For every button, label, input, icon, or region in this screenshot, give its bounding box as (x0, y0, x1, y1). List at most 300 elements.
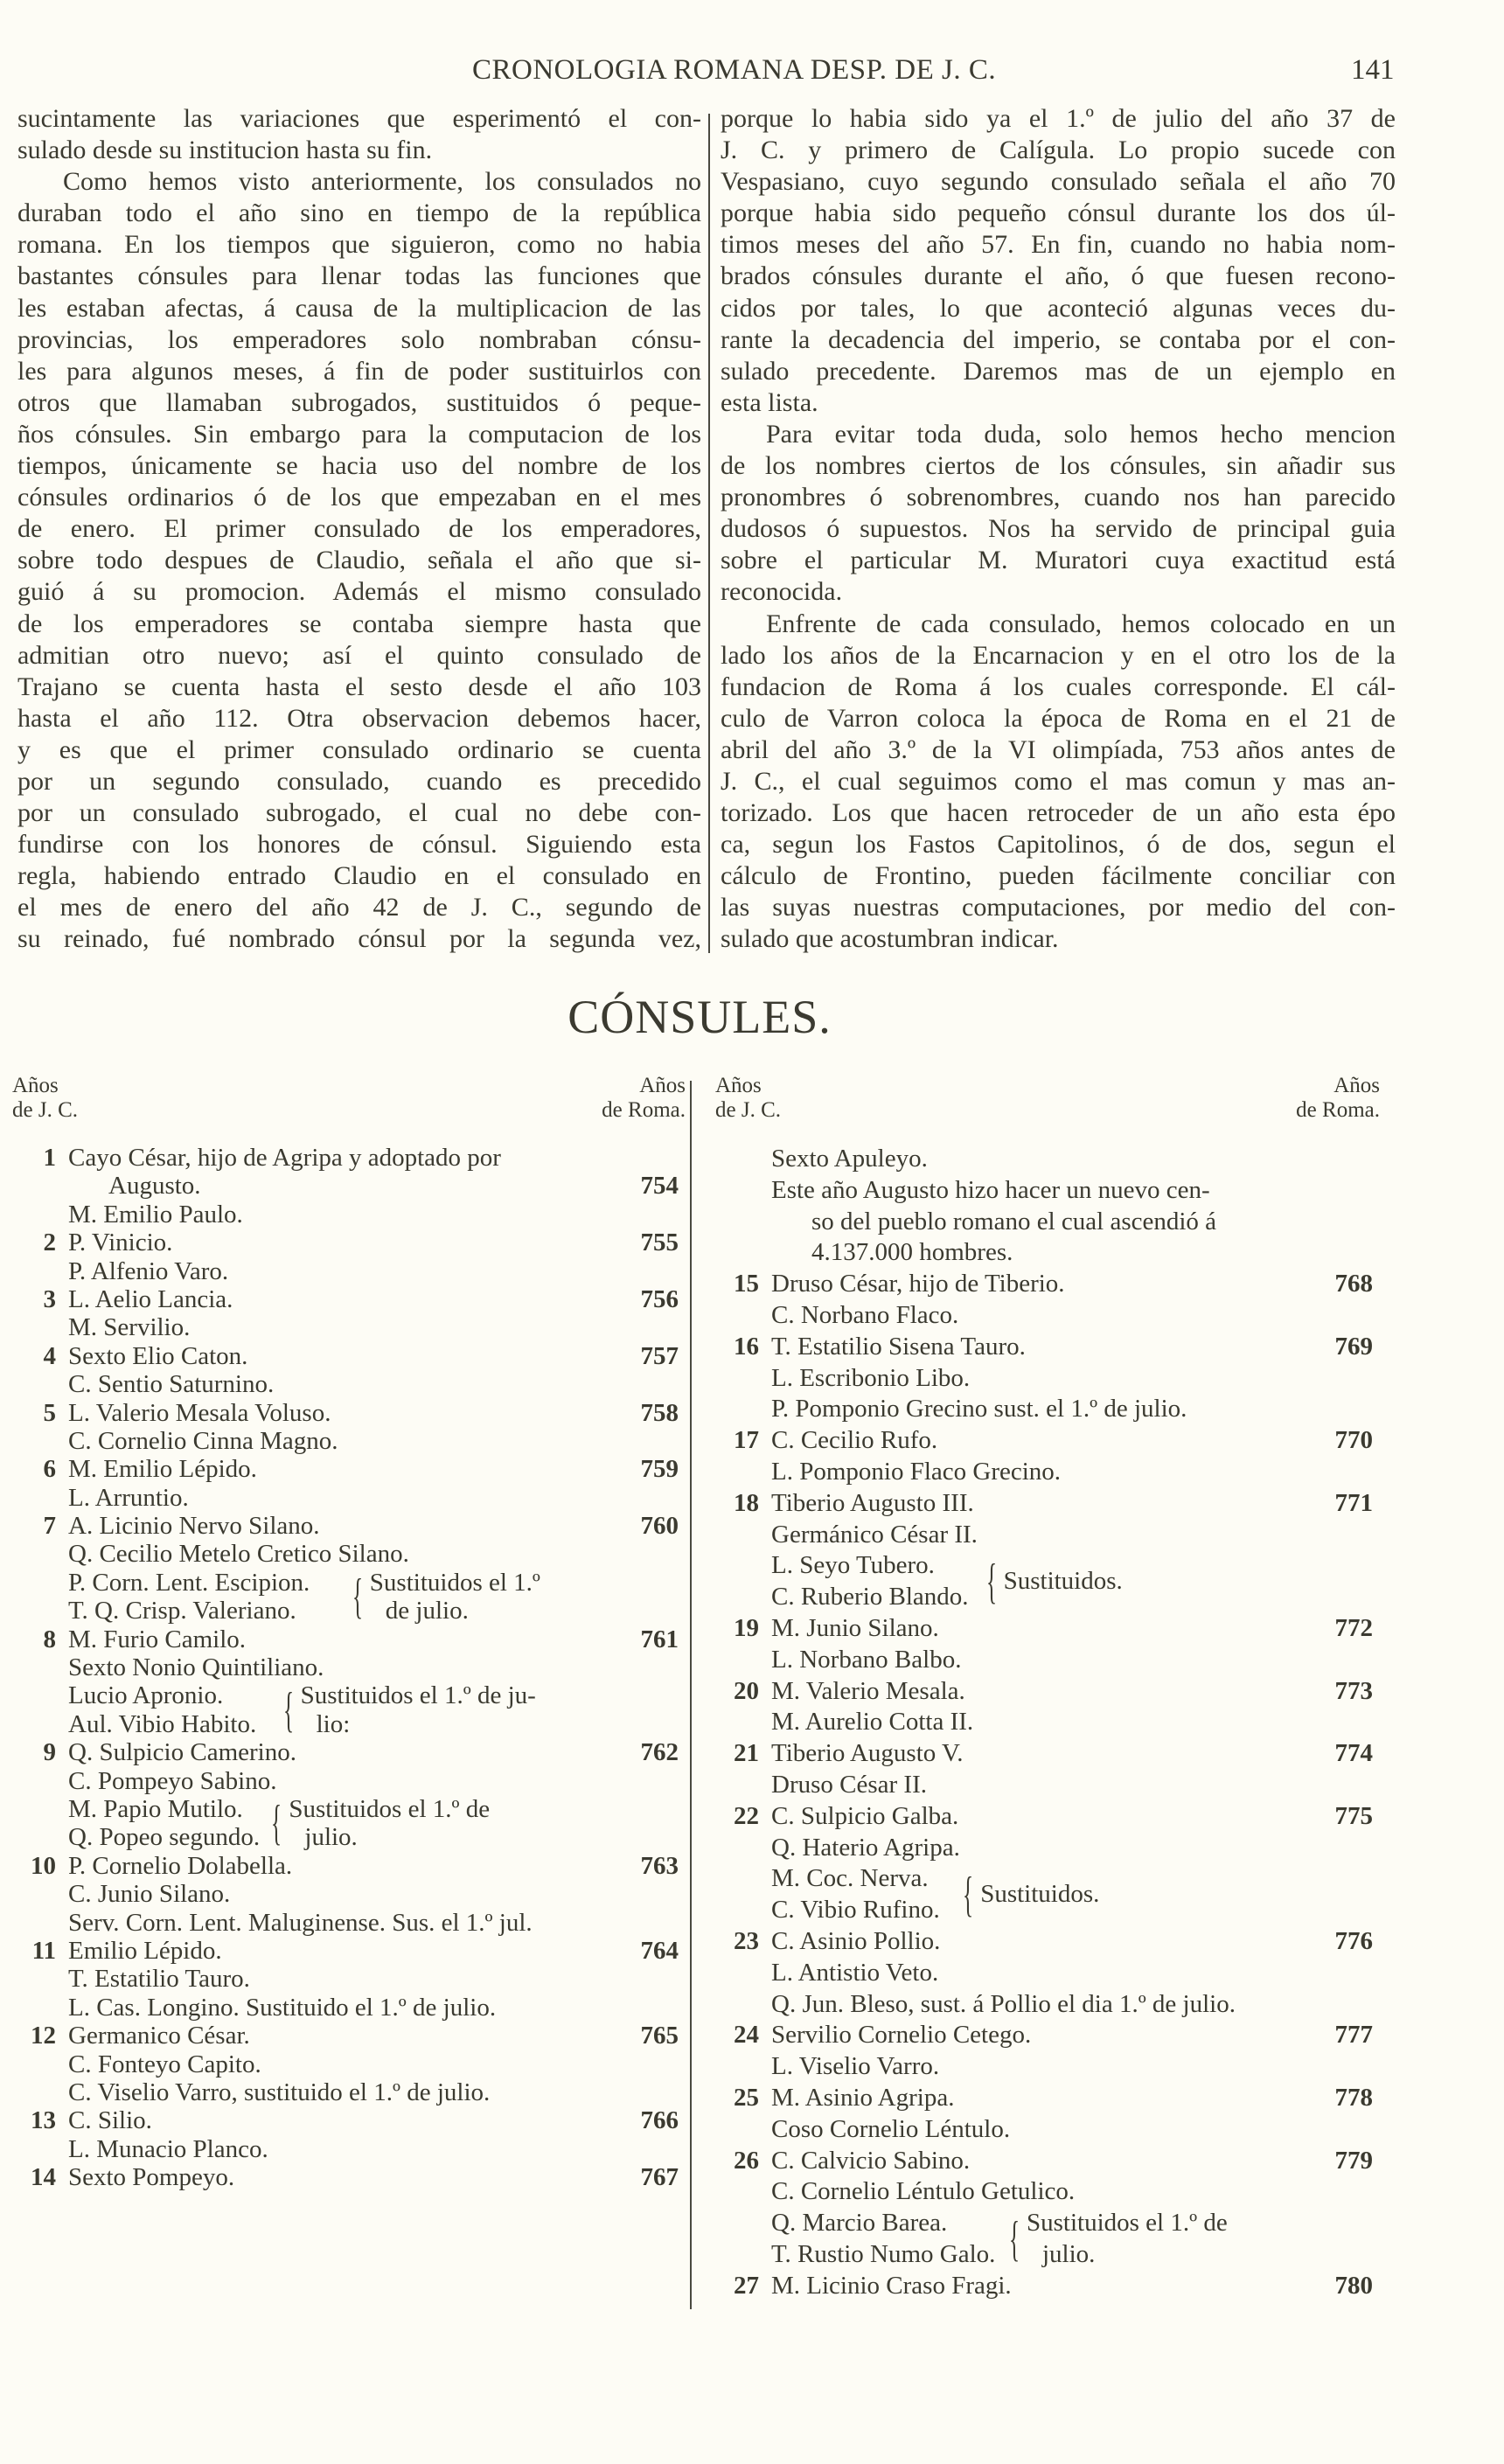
substitution-note (1027, 2208, 1228, 2271)
year-jc: 16 (734, 1332, 759, 1361)
year-roma: 757 (640, 1341, 679, 1370)
header-years-jc (12, 1074, 78, 1123)
consul-name: Druso César, hijo de Tiberio. (771, 1270, 1065, 1298)
year-jc: 12 (31, 2022, 56, 2050)
consulate-row (715, 1738, 1380, 1770)
consulate-row (12, 1937, 686, 1965)
year-jc: 1 (43, 1144, 56, 1172)
header-years-roma (602, 1074, 686, 1123)
text-line: les para algunos meses, á fin de poder sustituirlos con (17, 356, 701, 386)
text-line: guió á su promocion. Además el mismo consulado (17, 577, 701, 607)
text-line: lado los años de la Encarnacion y en el otro los de la (721, 640, 1396, 670)
consul-name: L. Norbano Balbo. (771, 1645, 962, 1674)
year-jc: 8 (43, 1625, 56, 1653)
consulate-row (12, 1399, 686, 1427)
year-jc: 23 (734, 1926, 759, 1955)
text-line: Para evitar toda duda, solo hemos hecho mencion (766, 419, 1396, 449)
note-line: julio. (304, 1823, 358, 1852)
year-jc: 17 (734, 1426, 759, 1455)
consul-row (12, 2050, 686, 2078)
consul-row (12, 1257, 686, 1285)
text-line: porque habia sido pequeño cónsul durante los dos úl- (721, 198, 1396, 228)
text-line: fundacion de Roma á los cuales corresponde. El cál- (721, 672, 1396, 701)
consul-name: C. Cornelio Cinna Magno. (68, 1426, 338, 1455)
consul-name: A. Licinio Nervo Silano. (68, 1512, 320, 1541)
text-line: regla, habiendo entrado Claudio en el consulado en (17, 861, 701, 891)
text-line: Como hemos visto anteriormente, los consulados no (63, 167, 701, 197)
consul-name: C. Asinio Pollio. (771, 1926, 941, 1955)
substitute-name: T. Rustio Numo Galo. (771, 2239, 996, 2268)
substitute-name: Aul. Vibio Habito. (68, 1709, 257, 1738)
paragraph (721, 609, 1396, 956)
consul-name: P. Pomponio Grecino sust. el 1.º de julio. (771, 1395, 1187, 1423)
text-line: timos meses del año 57. En fin, cuando no habia nom- (721, 230, 1396, 260)
year-roma: 776 (1334, 1926, 1373, 1955)
consulate-row (715, 1801, 1380, 1833)
year-jc: 10 (31, 1851, 56, 1880)
note-line: Sustituidos el 1.º (369, 1568, 540, 1597)
header-years-jc (715, 1074, 781, 1123)
consul-name: C. Sentio Saturnino. (68, 1370, 275, 1399)
consul-name: Servilio Cornelio Cetego. (771, 2021, 1032, 2050)
right-text-column (721, 103, 1396, 956)
consul-row (12, 1653, 686, 1681)
text-line: duraban todo el año sino en tiempo de la república (17, 198, 701, 228)
header-label: de Roma. (602, 1098, 686, 1122)
table-header (715, 1074, 1380, 1144)
brace-icon: { (963, 1868, 974, 1923)
substitute-names (771, 2208, 995, 2271)
text-line: sucintamente las variaciones que esperimentó el con- (17, 104, 701, 133)
consulate-row (715, 1425, 1380, 1457)
header-years-roma (1296, 1074, 1380, 1123)
consulate-row (12, 2106, 686, 2134)
header-label: de J. C. (12, 1098, 78, 1122)
consul-name: T. Estatilio Tauro. (68, 1965, 250, 1994)
note-line: Sustituidos el 1.º de (289, 1795, 491, 1824)
consul-name: C. Pompeyo Sabino. (68, 1766, 277, 1795)
consul-name: L. Cas. Longino. Sustituido el 1.º de julio. (68, 1993, 497, 2022)
substitute-name: P. Corn. Lent. Escipion. (68, 1568, 310, 1597)
consul-name: Serv. Corn. Lent. Maluginense. Sus. el 1.º jul. (68, 1908, 533, 1937)
substitute-name: M. Coc. Nerva. (771, 1864, 929, 1893)
text-line: pronombres ó sobrenombres, cuando nos han parecido (721, 483, 1396, 512)
text-line: Vespasiano, cuyo segundo consulado señala el año 70 (721, 167, 1396, 197)
brace-icon: { (985, 1555, 997, 1610)
consul-name: Sexto Apuleyo. (771, 1145, 928, 1173)
consul-name: Augusto. (108, 1172, 201, 1201)
consulate-row (12, 1342, 686, 1370)
text-line: de los emperadores se contaba siempre hasta que (17, 609, 701, 638)
consul-name: C. Junio Silano. (68, 1880, 231, 1909)
consul-name: M. Emilio Lépido. (68, 1455, 257, 1484)
year-roma: 778 (1334, 2083, 1373, 2112)
year-roma: 769 (1334, 1332, 1373, 1361)
substitutes-group (715, 1863, 1380, 1926)
consul-row (715, 1144, 1380, 1175)
consul-name: P. Alfenio Varo. (68, 1256, 229, 1285)
consul-name: so del pueblo romano el cual ascendió á (811, 1207, 1217, 1235)
consulate-row (12, 1852, 686, 1880)
text-line: J. C., el cual seguimos como el mas comun y mas an- (721, 766, 1396, 796)
consul-name: 4.137.000 hombres. (811, 1238, 1013, 1267)
brace-icon: { (271, 1796, 282, 1851)
consul-name: Emilio Lépido. (68, 1936, 222, 1965)
substitute-name: L. Seyo Tubero. (771, 1551, 935, 1580)
text-line: J. C. y primero de Calígula. Lo propio sucede con (721, 136, 1396, 165)
consul-name: Druso César II. (771, 1770, 927, 1799)
consul-name: L. Antistio Veto. (771, 1958, 939, 1987)
substitute-names (68, 1681, 256, 1738)
substitution-note (1004, 1566, 1123, 1597)
substitute-names (771, 1863, 940, 1926)
year-roma: 773 (1334, 1676, 1373, 1705)
note-line: Sustituidos. (1003, 1567, 1123, 1596)
substitute-names (68, 1569, 310, 1625)
year-roma: 765 (640, 2022, 679, 2050)
text-line: las suyas nuestras computaciones, por medio del con- (721, 893, 1396, 922)
header-label: de Roma. (1296, 1098, 1380, 1122)
year-roma: 756 (640, 1284, 679, 1313)
consul-row (715, 1457, 1380, 1488)
year-jc: 3 (43, 1284, 56, 1313)
consulate-row (12, 1625, 686, 1653)
consul-row (12, 1484, 686, 1512)
left-text-column (17, 103, 701, 956)
text-line: porque lo habia sido ya el 1.º de julio del año 37 de (721, 104, 1396, 133)
text-line: hasta el año 112. Otra observacion debemos hacer, (17, 703, 701, 733)
consuls-table-right (715, 1074, 1380, 2301)
text-line: sobre el particular M. Muratori cuya exactitud está (721, 546, 1396, 575)
consul-row (715, 1237, 1380, 1269)
substitute-names (771, 1550, 969, 1613)
paragraph (721, 103, 1396, 419)
consul-row (715, 1175, 1380, 1207)
year-roma: 775 (1334, 1801, 1373, 1830)
consulate-row (715, 1926, 1380, 1958)
year-roma: 771 (1334, 1488, 1373, 1517)
consul-name: P. Cornelio Dolabella. (68, 1851, 293, 1880)
year-roma: 754 (640, 1172, 679, 1201)
year-jc: 24 (734, 2021, 759, 2050)
year-jc: 20 (734, 1676, 759, 1705)
table-divider (690, 1081, 692, 2309)
substitute-name: C. Vibio Rufino. (771, 1896, 940, 1925)
consul-name: P. Vinicio. (68, 1229, 173, 1257)
text-line: culo de Varron coloca la época de Roma en el 21 de (721, 703, 1396, 733)
consulate-row (12, 1512, 686, 1540)
text-line: dudosos ó supuestos. Nos ha servido de principal guia (721, 514, 1396, 544)
substitution-note (980, 1879, 1099, 1911)
consul-row (715, 1707, 1380, 1738)
note-line: julio. (1042, 2239, 1096, 2268)
consuls-table-left (12, 1074, 686, 2192)
substitutes-group (12, 1569, 686, 1625)
consul-row (12, 2078, 686, 2106)
consulate-row (12, 2022, 686, 2050)
consul-name: Este año Augusto hizo hacer un nuevo cen- (771, 1175, 1210, 1204)
consulate-row (715, 1613, 1380, 1645)
consul-row (715, 1833, 1380, 1864)
text-line: les estaban afectas, á causa de la multiplicacion de las (17, 293, 701, 323)
note-line: de julio. (385, 1597, 469, 1625)
year-jc: 11 (31, 1936, 56, 1965)
header-label: Años (639, 1074, 686, 1097)
consul-name: Cayo César, hijo de Agripa y adoptado por (68, 1144, 501, 1172)
consul-name: T. Estatilio Sisena Tauro. (771, 1332, 1026, 1361)
consul-name: Q. Sulpicio Camerino. (68, 1738, 296, 1767)
paragraph (17, 103, 701, 166)
text-line: rante la decadencia del imperio, se contaba por el con- (721, 324, 1396, 354)
brace-icon: { (1009, 2211, 1020, 2266)
year-roma: 777 (1334, 2021, 1373, 2050)
consul-name: M. Aurelio Cotta II. (771, 1708, 974, 1737)
consul-name: Germánico César II. (771, 1520, 978, 1549)
text-line: provincias, los emperadores solo nombraban cónsu- (17, 324, 701, 354)
year-jc: 6 (43, 1455, 56, 1484)
consul-name: L. Escribonio Libo. (771, 1363, 971, 1392)
table-body (715, 1144, 1380, 2301)
consul-name: Sexto Nonio Quintiliano. (68, 1653, 324, 1682)
text-line: romana. En los tiempos que siguieron, como no habia (17, 230, 701, 260)
text-line: fundirse con los honores de cónsul. Siguiendo esta (17, 830, 701, 860)
consul-row (12, 1313, 686, 1341)
consul-row (12, 1370, 686, 1398)
consul-row (715, 2176, 1380, 2208)
year-jc: 25 (734, 2083, 759, 2112)
substitution-note (301, 1681, 536, 1738)
consul-name: M. Emilio Paulo. (68, 1200, 243, 1229)
consulate-row (715, 1269, 1380, 1300)
consul-name: M. Asinio Agripa. (771, 2083, 955, 2112)
text-line: bastantes cónsules para llenar todas las funciones que (17, 261, 701, 291)
consul-name: L. Pomponio Flaco Grecino. (771, 1457, 1062, 1486)
text-line: tiempos, únicamente se hacia uso del nombre de los (17, 451, 701, 481)
consul-row (12, 1880, 686, 1908)
consulate-row (12, 1738, 686, 1766)
note-line: Sustituidos. (980, 1880, 1100, 1909)
paragraph (721, 419, 1396, 609)
year-jc: 2 (43, 1229, 56, 1257)
year-roma: 779 (1334, 2146, 1373, 2175)
consul-name: C. Norbano Flaco. (771, 1300, 959, 1329)
year-roma: 774 (1334, 1739, 1373, 1768)
year-roma: 766 (640, 2106, 679, 2135)
consul-row (715, 1300, 1380, 1332)
year-roma: 762 (640, 1738, 679, 1767)
consul-name: C. Sulpicio Galba. (771, 1801, 959, 1830)
text-line: Trajano se cuenta hasta el sesto desde el año 103 (17, 672, 701, 701)
year-roma: 761 (640, 1625, 679, 1653)
text-line: cónsules ordinarios ó de los que empezaban en el mes (17, 483, 701, 512)
year-roma: 764 (640, 1936, 679, 1965)
consul-name: C. Cornelio Léntulo Getulico. (771, 2177, 1076, 2206)
substitutes-group (12, 1681, 686, 1738)
consul-row (715, 1958, 1380, 1989)
consul-name: Q. Cecilio Metelo Cretico Silano. (68, 1540, 409, 1569)
consul-row (12, 1172, 686, 1200)
text-line: por un consulado subrogado, el cual no debe con- (17, 798, 701, 828)
consul-name: L. Viselio Varro. (771, 2052, 940, 2081)
consul-name: C. Calvicio Sabino. (771, 2146, 971, 2175)
year-jc: 9 (43, 1738, 56, 1767)
year-roma: 767 (640, 2163, 679, 2192)
table-body (12, 1144, 686, 2192)
substitute-name: Lucio Apronio. (68, 1681, 224, 1710)
consul-row (715, 1989, 1380, 2021)
consul-row (715, 1363, 1380, 1395)
consul-row (12, 1965, 686, 1993)
consul-row (12, 1201, 686, 1229)
note-line: Sustituidos el 1.º de ju- (300, 1681, 536, 1710)
paragraph (17, 166, 701, 955)
header-label: Años (1333, 1074, 1380, 1097)
text-line: el mes de enero del año 42 de J. C., segundo de (17, 893, 701, 922)
consul-row (715, 1207, 1380, 1238)
text-line: sulado precedente. Daremos mas de un ejemplo en (721, 356, 1396, 386)
text-line: Enfrente de cada consulado, hemos colocado en un (766, 609, 1396, 638)
consul-row (715, 1394, 1380, 1425)
year-roma: 770 (1334, 1426, 1373, 1455)
consul-row (715, 1520, 1380, 1551)
text-line: esta lista. (721, 387, 818, 417)
column-divider (708, 114, 710, 953)
consul-name: M. Licinio Craso Fragi. (771, 2271, 1012, 2300)
year-jc: 15 (734, 1270, 759, 1298)
page-number: 141 (1351, 54, 1395, 86)
consul-name: L. Valerio Mesala Voluso. (68, 1398, 331, 1427)
substitutes-group (715, 1550, 1380, 1613)
consul-name: Q. Haterio Agripa. (771, 1833, 960, 1862)
text-line: y es que el primer consulado ordinario se cuenta (17, 734, 701, 764)
text-line: reconocida. (721, 577, 843, 607)
consulate-row (12, 1144, 686, 1172)
consulate-row (715, 2083, 1380, 2114)
text-line: ños cónsules. Sin embargo para la computacion de los (17, 419, 701, 449)
year-jc: 27 (734, 2271, 759, 2300)
consul-name: C. Fonteyo Capito. (68, 2050, 261, 2078)
consul-name: L. Aelio Lancia. (68, 1284, 233, 1313)
consul-name: Coso Cornelio Léntulo. (771, 2114, 1011, 2143)
consul-name: Tiberio Augusto V. (771, 1739, 964, 1768)
year-roma: 755 (640, 1229, 679, 1257)
substitute-name: C. Ruberio Blando. (771, 1583, 969, 1611)
text-line: de enero. El primer consulado de los emperadores, (17, 514, 701, 544)
running-title: CRONOLOGIA ROMANA DESP. DE J. C. (472, 54, 997, 86)
brace-icon: { (352, 1570, 363, 1625)
consul-name: M. Servilio. (68, 1313, 191, 1342)
header-label: de J. C. (715, 1098, 781, 1122)
consul-name: L. Arruntio. (68, 1483, 189, 1512)
substitution-note (289, 1795, 490, 1852)
year-roma: 759 (640, 1455, 679, 1484)
year-roma: 763 (640, 1851, 679, 1880)
text-line: por un segundo consulado, cuando es precedido (17, 766, 701, 796)
consul-row (715, 1645, 1380, 1676)
consulate-row (715, 2271, 1380, 2302)
note-line: lio: (316, 1709, 351, 1738)
year-roma: 780 (1334, 2271, 1373, 2300)
year-jc: 22 (734, 1801, 759, 1830)
substitutes-group (715, 2208, 1380, 2271)
header-label: Años (12, 1074, 59, 1097)
consulate-row (12, 2163, 686, 2191)
year-jc: 7 (43, 1512, 56, 1541)
substitute-names (68, 1795, 260, 1852)
consul-name: M. Junio Silano. (771, 1613, 939, 1642)
brace-icon: { (282, 1682, 294, 1737)
text-line: admitian otro nuevo; así el quinto consulado de (17, 640, 701, 670)
substitute-name: Q. Popeo segundo. (68, 1823, 261, 1852)
header-label: Años (715, 1074, 762, 1097)
consul-name: M. Valerio Mesala. (771, 1676, 965, 1705)
text-line: sobre todo despues de Claudio, señala el año que si- (17, 546, 701, 575)
year-jc: 19 (734, 1613, 759, 1642)
year-jc: 13 (31, 2106, 56, 2135)
consul-row (12, 1909, 686, 1937)
consul-name: Tiberio Augusto III. (771, 1488, 974, 1517)
note-line: Sustituidos el 1.º de (1027, 2209, 1228, 2238)
text-line: otros que llamaban subrogados, sustituidos ó peque- (17, 387, 701, 417)
consul-row (715, 1770, 1380, 1801)
table-header (12, 1074, 686, 1144)
substitution-note (370, 1569, 540, 1625)
consul-name: C. Silio. (68, 2106, 152, 2135)
text-line: brados cónsules durante el año, ó que fuesen recono- (721, 261, 1396, 291)
year-jc: 4 (43, 1341, 56, 1370)
text-line: abril del año 3.º de la VI olimpíada, 753 años antes de (721, 734, 1396, 764)
year-jc: 14 (31, 2163, 56, 2192)
substitute-name: M. Papio Mutilo. (68, 1795, 243, 1824)
substitute-name: Q. Marcio Barea. (771, 2209, 948, 2238)
consul-row (715, 2114, 1380, 2146)
text-line: de los nombres ciertos de los cónsules, sin añadir sus (721, 451, 1396, 481)
consul-row (12, 1994, 686, 2022)
text-line: sulado que acostumbran indicar. (721, 924, 1059, 954)
consul-row (12, 1540, 686, 1568)
consulate-row (12, 1455, 686, 1483)
consul-row (715, 2051, 1380, 2083)
year-jc: 21 (734, 1739, 759, 1768)
year-jc: 26 (734, 2146, 759, 2175)
consulate-row (715, 2020, 1380, 2051)
consul-name: M. Furio Camilo. (68, 1625, 247, 1653)
consulate-row (715, 1488, 1380, 1520)
consul-name: Germanico César. (68, 2022, 250, 2050)
text-line: ca, segun los Fastos Capitolinos, ó de dos, segun el (721, 830, 1396, 860)
consulate-row (12, 1285, 686, 1313)
consul-row (12, 2135, 686, 2163)
consulate-row (715, 1332, 1380, 1363)
section-title: CÓNSULES. (567, 991, 832, 1043)
consul-name: Sexto Elio Caton. (68, 1341, 248, 1370)
consulate-row (12, 1229, 686, 1256)
running-head (0, 54, 1504, 89)
text-line: torizado. Los que hacen retroceder de un año esta épo (721, 798, 1396, 828)
consul-row (12, 1427, 686, 1455)
year-roma: 758 (640, 1398, 679, 1427)
year-roma: 772 (1334, 1613, 1373, 1642)
consul-name: C. Viselio Varro, sustituido el 1.º de julio. (68, 2078, 491, 2106)
substitute-name: T. Q. Crisp. Valeriano. (68, 1597, 296, 1625)
year-roma: 760 (640, 1512, 679, 1541)
text-line: cálculo de Frontino, pueden fácilmente conciliar con (721, 861, 1396, 891)
consulate-row (715, 1676, 1380, 1708)
text-line: sulado desde su institucion hasta su fin. (17, 136, 433, 165)
year-jc: 5 (43, 1398, 56, 1427)
year-jc: 18 (734, 1488, 759, 1517)
consulate-row (715, 2146, 1380, 2177)
